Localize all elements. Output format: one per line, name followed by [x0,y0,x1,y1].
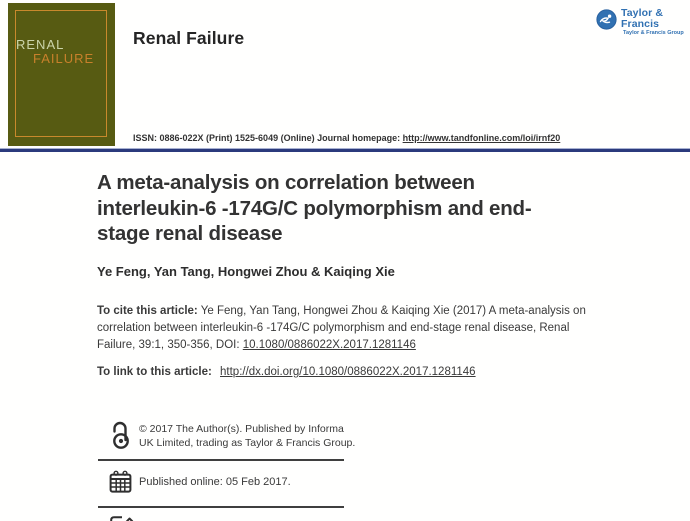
link-label: To link to this article: [97,366,212,378]
article-authors: Ye Feng, Yan Tang, Hongwei Zhou & Kaiqing Xie [97,264,395,279]
issn-text: ISSN: 0886-022X (Print) 1525-6049 (Online) Journal homepage: [133,133,401,143]
submit-article-icon [110,514,134,521]
publisher-logo [596,8,690,36]
license-text: © 2017 The Author(s). Published by Informa UK Limited, trading as Taylor & Francis Group. [139,423,356,449]
published-online-text: Published online: 05 Feb 2017. [139,476,291,488]
citation-block [97,303,602,354]
article-title-line1: A meta-analysis on correlation between [97,171,475,194]
cover-inner-border [15,10,107,137]
cover-title-line2: FAILURE [33,51,95,66]
calendar-icon [109,470,132,493]
article-title [97,170,617,247]
masthead-divider [0,148,690,152]
issn-line [133,133,673,143]
meta-divider-1 [98,459,344,461]
taylor-francis-logo-icon [596,9,617,30]
publisher-logo-text [621,8,690,36]
cite-doi-link[interactable]: 10.1080/0886022X.2017.1281146 [242,339,416,351]
open-access-icon [111,421,131,449]
cover-title-line1: RENAL [16,37,65,52]
article-doi-link[interactable]: http://dx.doi.org/10.1080/0886022X.2017.1281146 [220,366,476,378]
journal-cover [8,3,115,146]
article-title-line2: interleukin-6 -174G/C polymorphism and end- [97,196,532,220]
journal-homepage-link[interactable]: http://www.tandfonline.com/loi/irnf20 [402,133,561,143]
meta-divider-2 [98,506,344,508]
publisher-group-line: Taylor & Francis Group [623,29,684,36]
link-block [97,366,602,378]
journal-title: Renal Failure [133,28,245,48]
article-title-line3: stage renal disease [97,222,283,245]
cite-label: To cite this article: [97,305,198,317]
cite-text: Ye Feng, Yan Tang, Hongwei Zhou & Kaiqing Xie (2017) A meta-analysis on correlation between interleukin-6 -174G/C polymorphism and end-stage renal disease, Renal Failure, 39:1, 350-356, DOI: [97,305,586,351]
publisher-wordmark: Taylor & Francis [621,7,664,30]
